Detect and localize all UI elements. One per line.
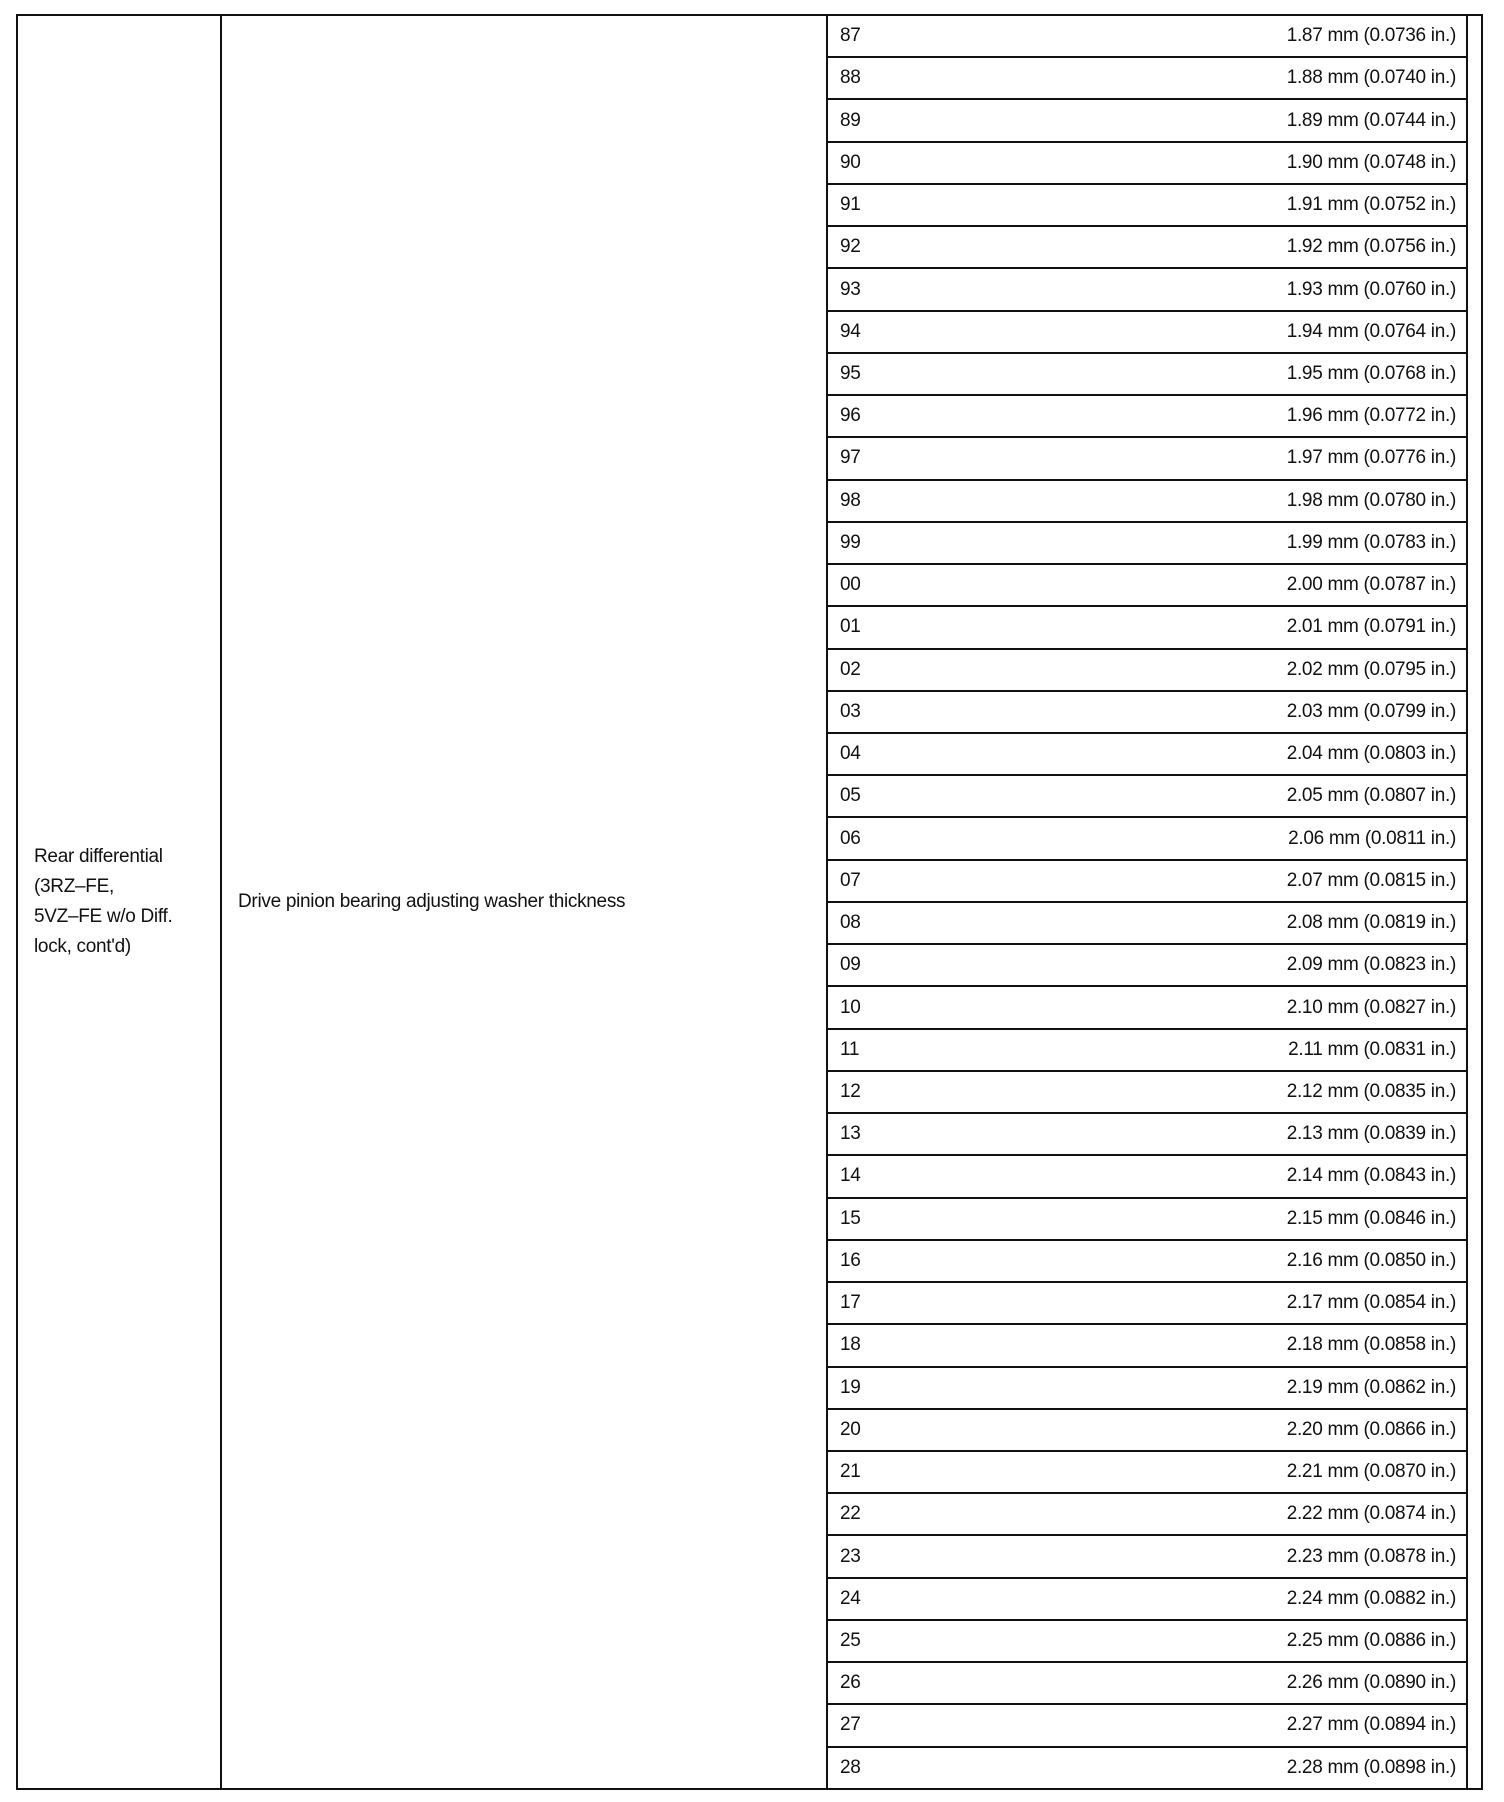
item-cell bbox=[222, 16, 828, 1788]
thickness-cell: 1.94 mm (0.0764 in.) bbox=[1286, 320, 1456, 342]
table-row bbox=[828, 776, 1466, 818]
table-row bbox=[828, 1579, 1466, 1621]
mark-cell: 26 bbox=[840, 1672, 861, 1694]
mark-cell: 12 bbox=[840, 1080, 861, 1102]
mark-cell: 00 bbox=[840, 574, 861, 596]
table-row bbox=[828, 312, 1466, 354]
table-row bbox=[828, 1536, 1466, 1578]
mark-cell: 22 bbox=[840, 1503, 861, 1525]
thickness-grid bbox=[828, 16, 1468, 1788]
table-row bbox=[828, 1325, 1466, 1367]
thickness-cell: 2.04 mm (0.0803 in.) bbox=[1286, 743, 1456, 765]
table-row bbox=[828, 481, 1466, 523]
mark-cell: 89 bbox=[840, 109, 861, 131]
mark-cell: 16 bbox=[840, 1249, 861, 1271]
table-row bbox=[828, 1410, 1466, 1452]
category-line: 5VZ–FE w/o Diff. bbox=[34, 906, 173, 927]
table-row bbox=[828, 650, 1466, 692]
table-row bbox=[828, 143, 1466, 185]
table-row bbox=[828, 1283, 1466, 1325]
mark-cell: 93 bbox=[840, 278, 861, 300]
table-row bbox=[828, 1748, 1466, 1788]
mark-cell: 14 bbox=[840, 1165, 861, 1187]
category-text bbox=[34, 842, 172, 962]
mark-cell: 90 bbox=[840, 151, 861, 173]
thickness-cell: 1.95 mm (0.0768 in.) bbox=[1286, 362, 1456, 384]
table-row bbox=[828, 16, 1466, 58]
mark-cell: 13 bbox=[840, 1123, 861, 1145]
item-text: Drive pinion bearing adjusting washer thickness bbox=[238, 891, 626, 912]
thickness-cell: 1.99 mm (0.0783 in.) bbox=[1286, 531, 1456, 553]
table-row bbox=[828, 1030, 1466, 1072]
thickness-cell: 1.93 mm (0.0760 in.) bbox=[1286, 278, 1456, 300]
thickness-cell: 1.96 mm (0.0772 in.) bbox=[1286, 405, 1456, 427]
category-line: (3RZ–FE, bbox=[34, 876, 114, 897]
thickness-cell: 1.92 mm (0.0756 in.) bbox=[1286, 236, 1456, 258]
mark-cell: 92 bbox=[840, 236, 861, 258]
table-row bbox=[828, 1241, 1466, 1283]
thickness-cell: 2.01 mm (0.0791 in.) bbox=[1286, 616, 1456, 638]
mark-cell: 19 bbox=[840, 1376, 861, 1398]
table-row bbox=[828, 438, 1466, 480]
table-row bbox=[828, 861, 1466, 903]
mark-cell: 27 bbox=[840, 1714, 861, 1736]
mark-cell: 91 bbox=[840, 194, 861, 216]
thickness-cell: 2.05 mm (0.0807 in.) bbox=[1286, 785, 1456, 807]
mark-cell: 24 bbox=[840, 1587, 861, 1609]
table-row bbox=[828, 227, 1466, 269]
table-row bbox=[828, 565, 1466, 607]
table-row bbox=[828, 1114, 1466, 1156]
thickness-cell: 2.28 mm (0.0898 in.) bbox=[1286, 1756, 1456, 1778]
thickness-cell: 2.24 mm (0.0882 in.) bbox=[1286, 1587, 1456, 1609]
thickness-cell: 2.26 mm (0.0890 in.) bbox=[1286, 1672, 1456, 1694]
thickness-cell: 2.13 mm (0.0839 in.) bbox=[1286, 1123, 1456, 1145]
thickness-column bbox=[828, 16, 1481, 1788]
mark-cell: 20 bbox=[840, 1418, 861, 1440]
mark-cell: 15 bbox=[840, 1207, 861, 1229]
thickness-cell: 1.91 mm (0.0752 in.) bbox=[1286, 194, 1456, 216]
table-row bbox=[828, 185, 1466, 227]
spec-table bbox=[16, 14, 1483, 1790]
table-row bbox=[828, 1156, 1466, 1198]
mark-cell: 21 bbox=[840, 1461, 861, 1483]
thickness-cell: 1.88 mm (0.0740 in.) bbox=[1286, 67, 1456, 89]
thickness-cell: 2.06 mm (0.0811 in.) bbox=[1288, 827, 1456, 849]
table-row bbox=[828, 692, 1466, 734]
mark-cell: 98 bbox=[840, 489, 861, 511]
table-row bbox=[828, 945, 1466, 987]
table-row bbox=[828, 818, 1466, 860]
table-row bbox=[828, 734, 1466, 776]
mark-cell: 99 bbox=[840, 531, 861, 553]
thickness-cell: 2.08 mm (0.0819 in.) bbox=[1286, 912, 1456, 934]
mark-cell: 01 bbox=[840, 616, 861, 638]
table-row bbox=[828, 607, 1466, 649]
mark-cell: 25 bbox=[840, 1630, 861, 1652]
table-row bbox=[828, 100, 1466, 142]
table-row bbox=[828, 987, 1466, 1029]
category-line: Rear differential bbox=[34, 846, 163, 867]
thickness-cell: 2.02 mm (0.0795 in.) bbox=[1286, 658, 1456, 680]
mark-cell: 07 bbox=[840, 869, 861, 891]
table-row bbox=[828, 354, 1466, 396]
thickness-cell: 1.90 mm (0.0748 in.) bbox=[1286, 151, 1456, 173]
mark-cell: 94 bbox=[840, 320, 861, 342]
thickness-cell: 2.16 mm (0.0850 in.) bbox=[1286, 1249, 1456, 1271]
thickness-cell: 1.89 mm (0.0744 in.) bbox=[1286, 109, 1456, 131]
table-row bbox=[828, 903, 1466, 945]
mark-cell: 09 bbox=[840, 954, 861, 976]
thickness-cell: 2.12 mm (0.0835 in.) bbox=[1286, 1080, 1456, 1102]
mark-cell: 02 bbox=[840, 658, 861, 680]
thickness-cell: 2.00 mm (0.0787 in.) bbox=[1286, 574, 1456, 596]
category-line: lock, cont'd) bbox=[34, 936, 131, 957]
thickness-cell: 2.22 mm (0.0874 in.) bbox=[1286, 1503, 1456, 1525]
thickness-cell: 2.17 mm (0.0854 in.) bbox=[1286, 1292, 1456, 1314]
mark-cell: 23 bbox=[840, 1545, 861, 1567]
thickness-cell: 2.18 mm (0.0858 in.) bbox=[1286, 1334, 1456, 1356]
category-cell bbox=[18, 16, 222, 1788]
table-row bbox=[828, 1199, 1466, 1241]
thickness-cell: 1.97 mm (0.0776 in.) bbox=[1286, 447, 1456, 469]
thickness-cell: 2.21 mm (0.0870 in.) bbox=[1286, 1461, 1456, 1483]
mark-cell: 11 bbox=[840, 1038, 860, 1060]
mark-cell: 08 bbox=[840, 912, 861, 934]
thickness-cell: 2.14 mm (0.0843 in.) bbox=[1286, 1165, 1456, 1187]
mark-cell: 18 bbox=[840, 1334, 861, 1356]
table-row bbox=[828, 1368, 1466, 1410]
thickness-cell: 2.07 mm (0.0815 in.) bbox=[1286, 869, 1456, 891]
table-row bbox=[828, 269, 1466, 311]
thickness-cell: 2.23 mm (0.0878 in.) bbox=[1286, 1545, 1456, 1567]
table-row bbox=[828, 58, 1466, 100]
thickness-cell: 2.27 mm (0.0894 in.) bbox=[1286, 1714, 1456, 1736]
thickness-cell: 2.09 mm (0.0823 in.) bbox=[1286, 954, 1456, 976]
table-row bbox=[828, 1452, 1466, 1494]
mark-cell: 03 bbox=[840, 700, 861, 722]
mark-cell: 28 bbox=[840, 1756, 861, 1778]
table-row bbox=[828, 1705, 1466, 1747]
mark-cell: 95 bbox=[840, 362, 861, 384]
thickness-cell: 2.11 mm (0.0831 in.) bbox=[1288, 1038, 1456, 1060]
table-row bbox=[828, 396, 1466, 438]
mark-cell: 87 bbox=[840, 25, 861, 47]
table-row bbox=[828, 1494, 1466, 1536]
mark-cell: 06 bbox=[840, 827, 861, 849]
thickness-cell: 2.10 mm (0.0827 in.) bbox=[1286, 996, 1456, 1018]
thickness-cell: 1.98 mm (0.0780 in.) bbox=[1286, 489, 1456, 511]
mark-cell: 88 bbox=[840, 67, 861, 89]
mark-cell: 97 bbox=[840, 447, 861, 469]
thickness-cell: 2.20 mm (0.0866 in.) bbox=[1286, 1418, 1456, 1440]
mark-cell: 96 bbox=[840, 405, 861, 427]
mark-cell: 17 bbox=[840, 1292, 861, 1314]
mark-cell: 10 bbox=[840, 996, 861, 1018]
table-row bbox=[828, 1621, 1466, 1663]
thickness-cell: 2.15 mm (0.0846 in.) bbox=[1286, 1207, 1456, 1229]
table-row bbox=[828, 1072, 1466, 1114]
mark-cell: 04 bbox=[840, 743, 861, 765]
thickness-cell: 2.19 mm (0.0862 in.) bbox=[1286, 1376, 1456, 1398]
mark-cell: 05 bbox=[840, 785, 861, 807]
table-row bbox=[828, 1663, 1466, 1705]
thickness-cell: 1.87 mm (0.0736 in.) bbox=[1286, 25, 1456, 47]
thickness-cell: 2.03 mm (0.0799 in.) bbox=[1286, 700, 1456, 722]
table-row bbox=[828, 523, 1466, 565]
thickness-cell: 2.25 mm (0.0886 in.) bbox=[1286, 1630, 1456, 1652]
